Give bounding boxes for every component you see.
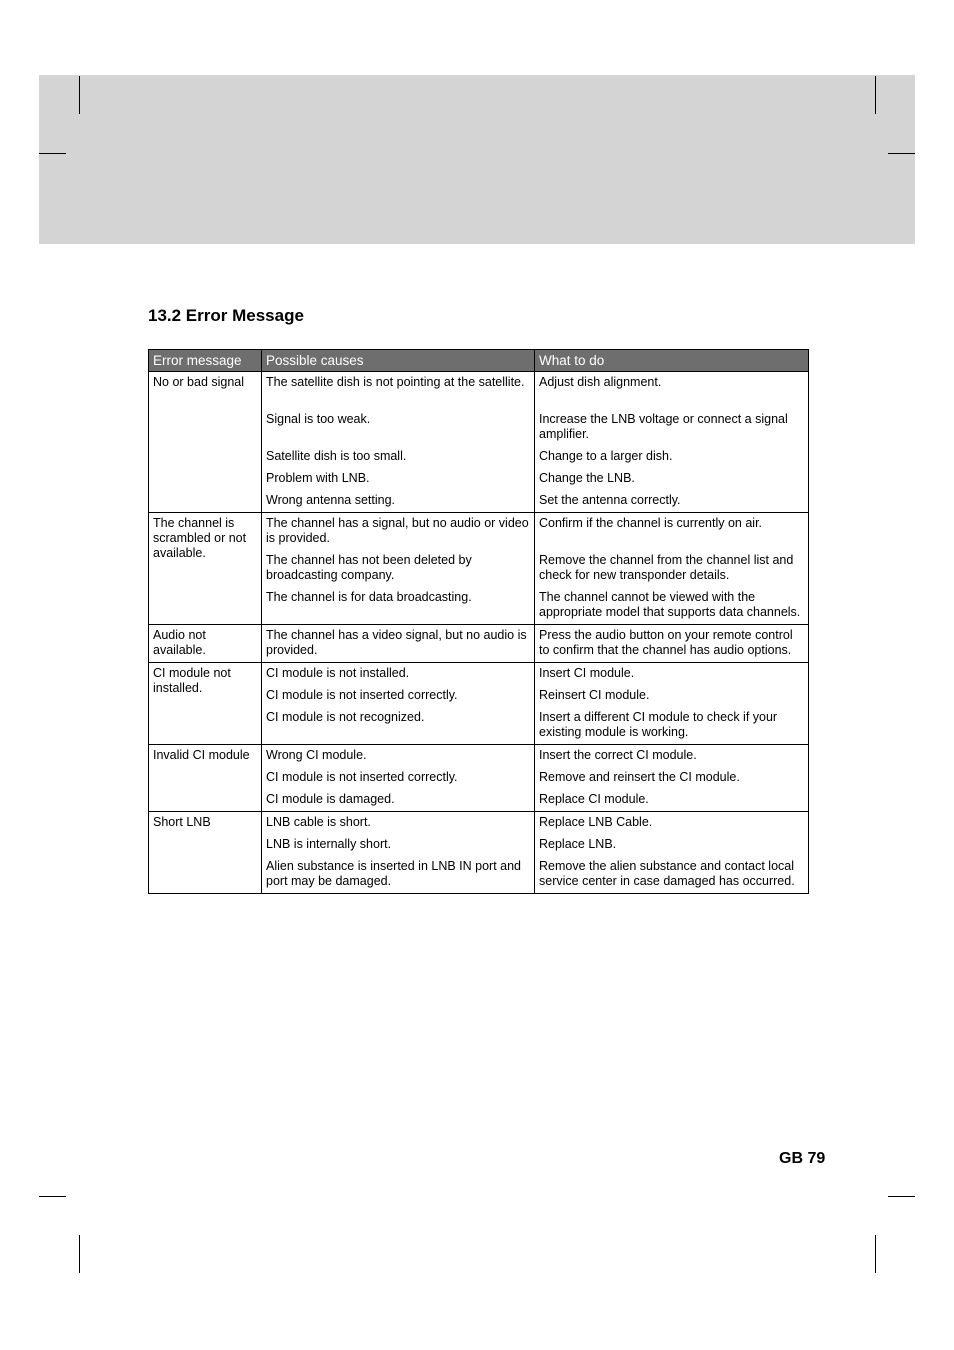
action-cell: Reinsert CI module. — [535, 685, 809, 707]
action-cell: Set the antenna correctly. — [535, 490, 809, 513]
table-row — [149, 663, 809, 686]
action-cell: Change the LNB. — [535, 468, 809, 490]
crop-mark — [888, 1196, 915, 1197]
crop-mark — [39, 1196, 66, 1197]
crop-mark — [875, 76, 876, 114]
error-cell: Short LNB — [149, 812, 262, 894]
action-cell: Remove and reinsert the CI module. — [535, 767, 809, 789]
error-message-table — [148, 349, 809, 894]
cause-cell: Signal is too weak. — [262, 409, 535, 446]
cause-cell: CI module is not recognized. — [262, 707, 535, 745]
header-possible-causes: Possible causes — [262, 350, 535, 372]
cause-cell: The satellite dish is not pointing at the satellite. — [262, 372, 535, 410]
error-cell: Audio not available. — [149, 625, 262, 663]
action-cell: Replace LNB. — [535, 834, 809, 856]
crop-mark — [79, 1235, 80, 1273]
cause-cell: CI module is damaged. — [262, 789, 535, 812]
action-cell: Remove the alien substance and contact local service center in case damaged has occurred. — [535, 856, 809, 894]
error-cell: The channel is scrambled or not available. — [149, 513, 262, 625]
cause-cell: CI module is not installed. — [262, 663, 535, 686]
header-band — [39, 75, 915, 244]
cause-cell: Satellite dish is too small. — [262, 446, 535, 468]
action-cell: Replace LNB Cable. — [535, 812, 809, 835]
page-number: GB 79 — [779, 1150, 826, 1167]
action-cell: Increase the LNB voltage or connect a signal amplifier. — [535, 409, 809, 446]
action-cell: Insert a different CI module to check if your existing module is working. — [535, 707, 809, 745]
error-cell: CI module not installed. — [149, 663, 262, 745]
action-cell: Adjust dish alignment. — [535, 372, 809, 410]
action-cell: Confirm if the channel is currently on air. — [535, 513, 809, 551]
cause-cell: LNB cable is short. — [262, 812, 535, 835]
action-cell: Change to a larger dish. — [535, 446, 809, 468]
table-header-row — [149, 350, 809, 372]
header-what-to-do: What to do — [535, 350, 809, 372]
table-row — [149, 745, 809, 768]
cause-cell: Alien substance is inserted in LNB IN port and port may be damaged. — [262, 856, 535, 894]
cause-cell: Wrong antenna setting. — [262, 490, 535, 513]
action-cell: Replace CI module. — [535, 789, 809, 812]
action-cell: Insert CI module. — [535, 663, 809, 686]
cause-cell: LNB is internally short. — [262, 834, 535, 856]
crop-mark — [39, 153, 66, 154]
cause-cell: The channel has a video signal, but no audio is provided. — [262, 625, 535, 663]
cause-cell: CI module is not inserted correctly. — [262, 685, 535, 707]
action-cell: Remove the channel from the channel list and check for new transponder details. — [535, 550, 809, 587]
table-row — [149, 625, 809, 663]
action-cell: Insert the correct CI module. — [535, 745, 809, 768]
cause-cell: The channel has not been deleted by broadcasting company. — [262, 550, 535, 587]
table-row — [149, 812, 809, 835]
section-title: 13.2 Error Message — [148, 306, 304, 325]
table-row — [149, 372, 809, 410]
error-cell: No or bad signal — [149, 372, 262, 513]
error-cell: Invalid CI module — [149, 745, 262, 812]
cause-cell: Problem with LNB. — [262, 468, 535, 490]
crop-mark — [875, 1235, 876, 1273]
crop-mark — [888, 153, 915, 154]
crop-mark — [79, 76, 80, 114]
cause-cell: The channel is for data broadcasting. — [262, 587, 535, 625]
table-row — [149, 513, 809, 551]
action-cell: Press the audio button on your remote control to confirm that the channel has audio options. — [535, 625, 809, 663]
cause-cell: CI module is not inserted correctly. — [262, 767, 535, 789]
cause-cell: Wrong CI module. — [262, 745, 535, 768]
cause-cell: The channel has a signal, but no audio or video is provided. — [262, 513, 535, 551]
action-cell: The channel cannot be viewed with the appropriate model that supports data channels. — [535, 587, 809, 625]
header-error-message: Error message — [149, 350, 262, 372]
